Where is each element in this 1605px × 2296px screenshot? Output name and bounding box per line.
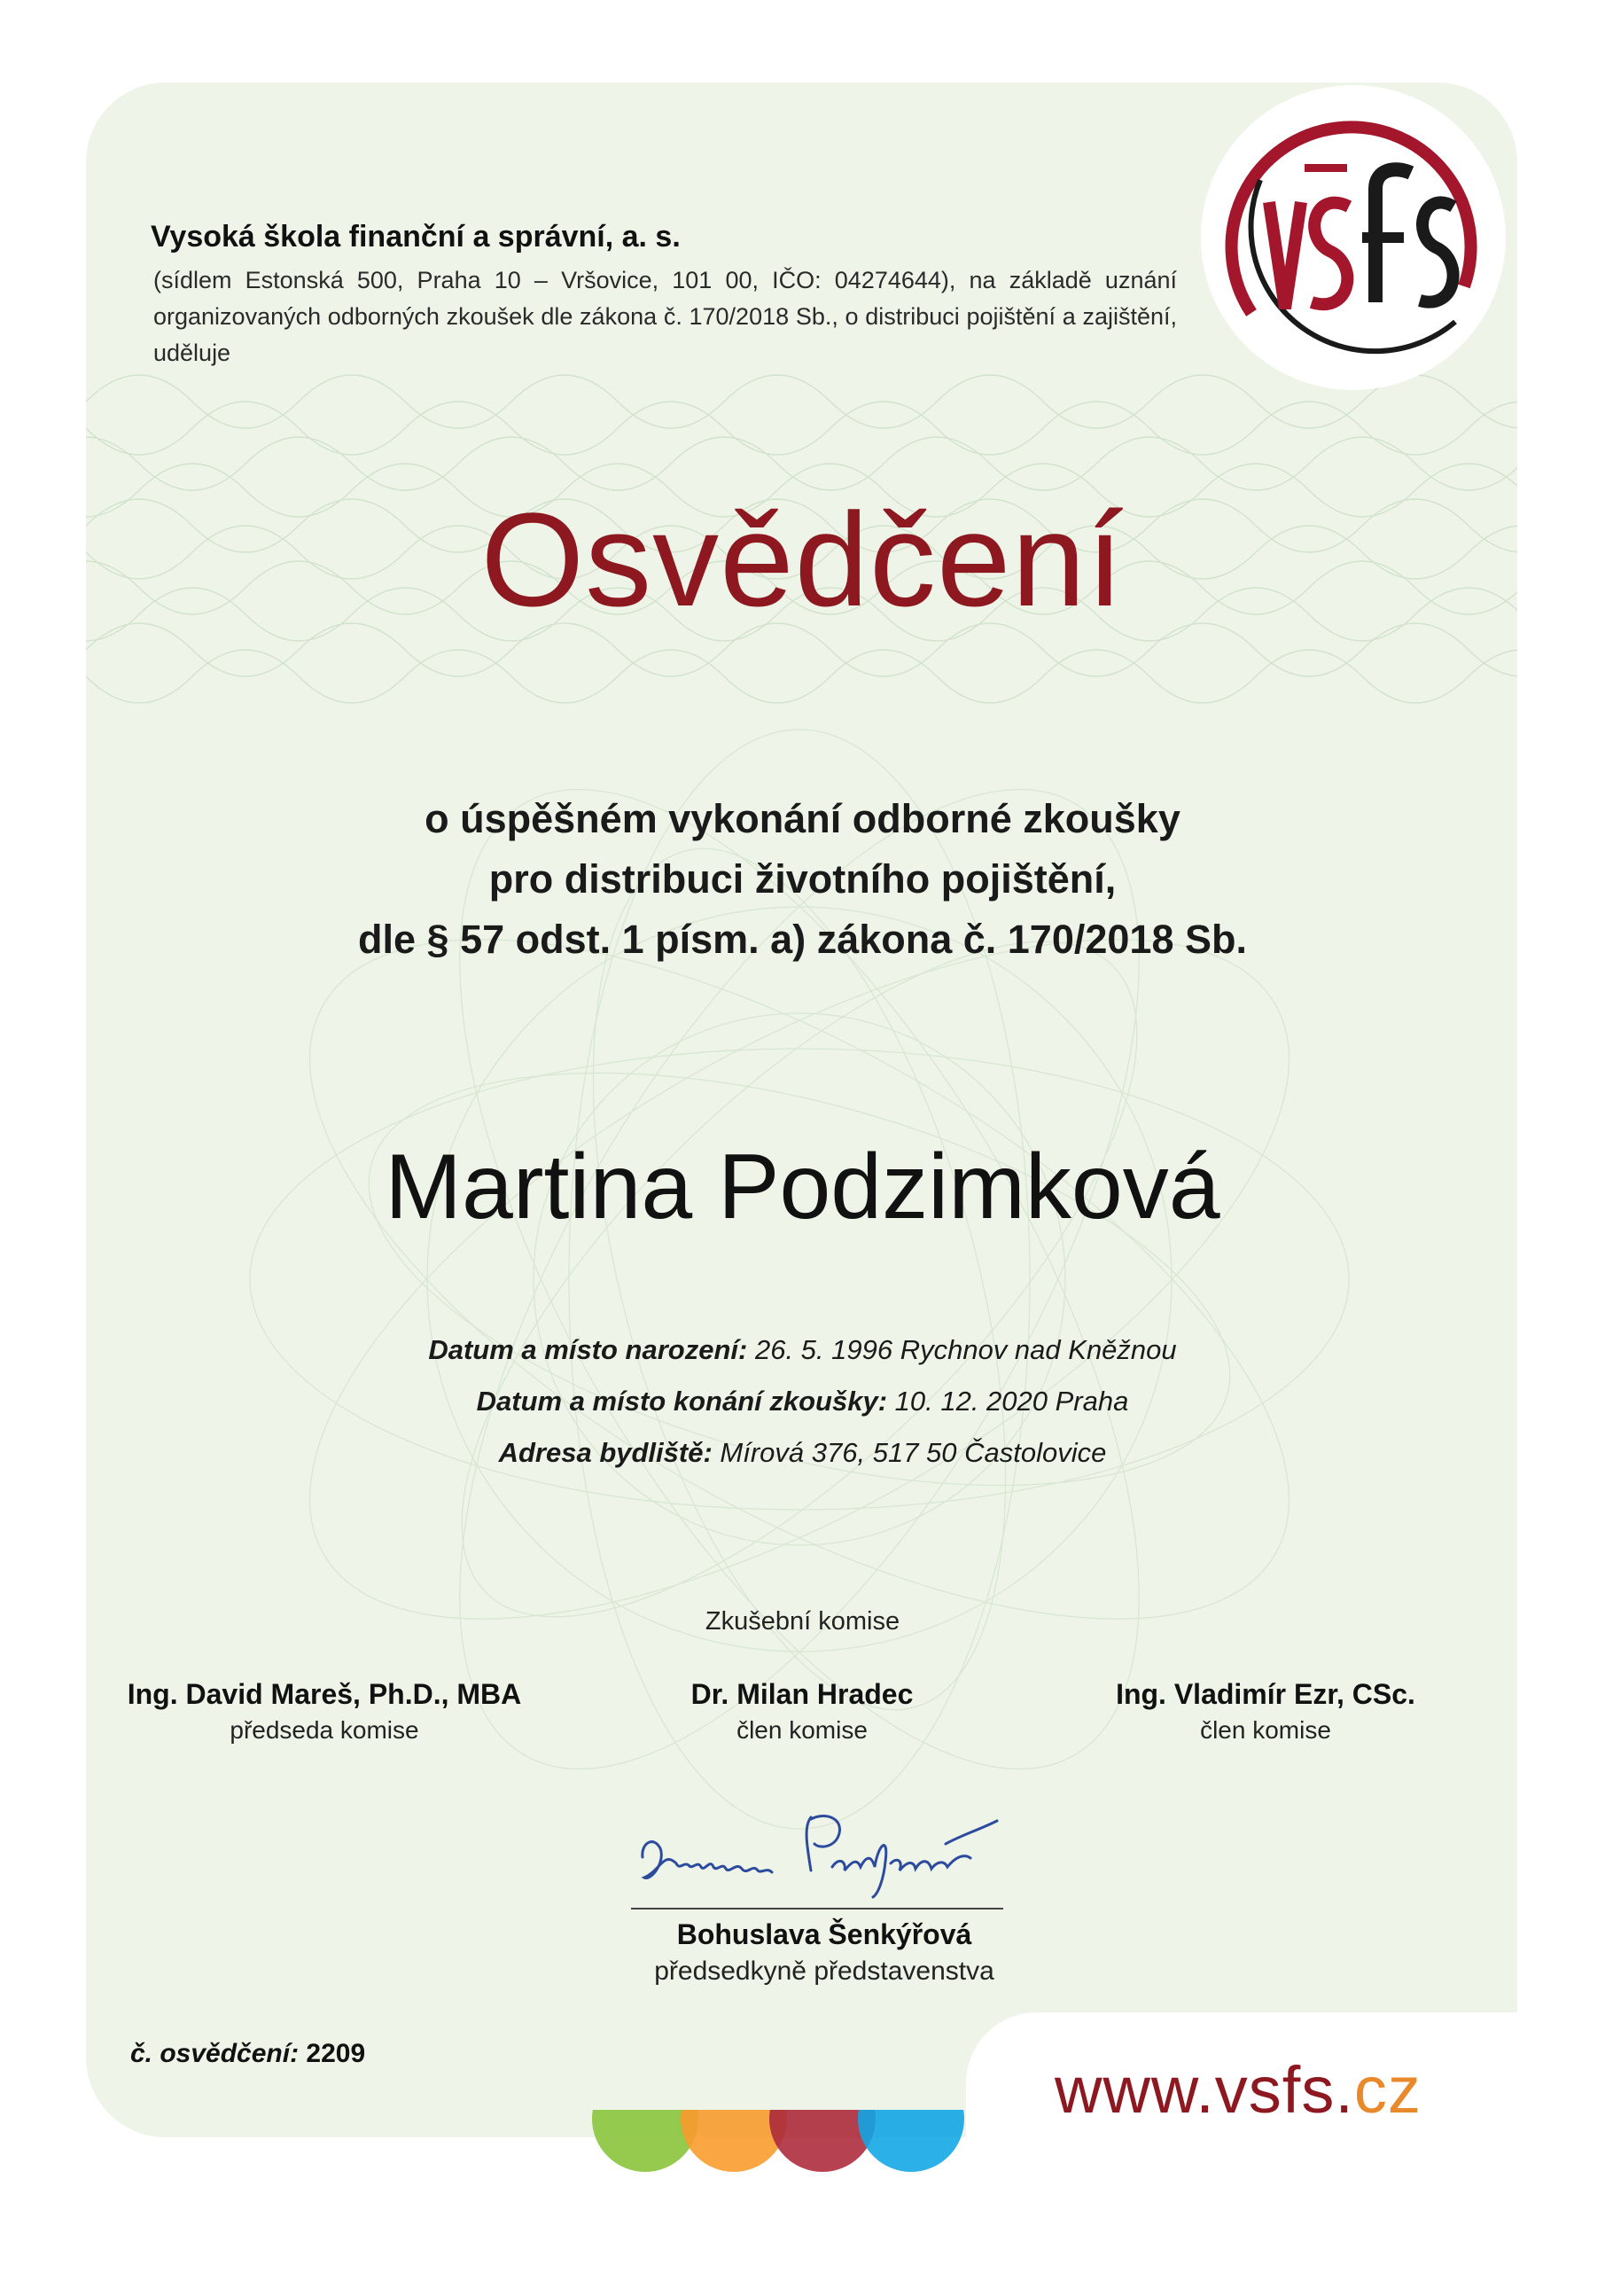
detail-value: 26. 5. 1996 Rychnov nad Kněžnou [747,1334,1177,1365]
issuer-name: Vysoká škola finanční a správní, a. s. [151,220,681,254]
certificate-subtitle [0,789,1605,970]
detail-value: Mírová 376, 517 50 Častolovice [712,1437,1107,1468]
committee-member-chair [76,1678,573,1745]
issuer-description: (sídlem Estonská 500, Praha 10 – Vršovice, 101 00, IČO: 04274644), na základě uznání organizovaných odborných zkoušek dle zákona č. 170/2018 Sb., o distribuci pojištění a zajištění, uděluje [153,267,1177,366]
signer-role: předsedkyně představenstva [654,1956,994,1986]
holder-name: Martina Podzimková [385,1136,1220,1238]
detail-address [0,1437,1605,1469]
brand-circle-blue [858,2110,964,2172]
committee-title: Zkušební komise [705,1607,900,1636]
detail-exam [0,1386,1605,1417]
website-url [1055,2052,1422,2128]
committee-member-3 [1017,1678,1514,1745]
signer-name: Bohuslava Šenkýřová [676,1918,972,1950]
brand-circles-icon [592,2110,964,2209]
member-role: předseda komise [230,1716,419,1744]
detail-value: 10. 12. 2020 Praha [887,1386,1129,1417]
signature-line [631,1908,1003,1909]
vsfs-logo [1198,82,1508,393]
certificate-number-value: 2209 [306,2039,366,2068]
member-role: člen komise [1200,1716,1331,1744]
detail-label: Adresa bydliště: [498,1437,713,1468]
vsfs-logo-icon [1198,82,1508,393]
member-role: člen komise [736,1716,868,1744]
subtitle-line: pro distribuci životního pojištění, [488,856,1117,902]
subtitle-line: dle § 57 odst. 1 písm. a) zákona č. 170/2018 Sb. [358,917,1247,962]
website-tld: cz [1353,2053,1422,2127]
detail-label: Datum a místo narození: [428,1334,748,1365]
website-main: www.vsfs. [1055,2053,1354,2127]
certificate-number-label: č. osvědčení [130,2039,291,2068]
detail-birth [0,1334,1605,1366]
handwritten-signature-icon [634,1808,1006,1910]
member-name: Ing. Vladimír Ezr, CSc. [1116,1678,1415,1710]
member-name: Dr. Milan Hradec [690,1678,914,1710]
detail-label: Datum a místo konání zkoušky: [476,1386,888,1417]
subtitle-line: o úspěšném vykonání odborné zkoušky [425,796,1180,841]
committee-member-2 [554,1678,1050,1745]
member-name: Ing. David Mareš, Ph.D., MBA [127,1678,522,1710]
certificate-number: č. osvědčení: 2209 [130,2039,366,2068]
certificate-title: Osvědčení [480,485,1125,634]
